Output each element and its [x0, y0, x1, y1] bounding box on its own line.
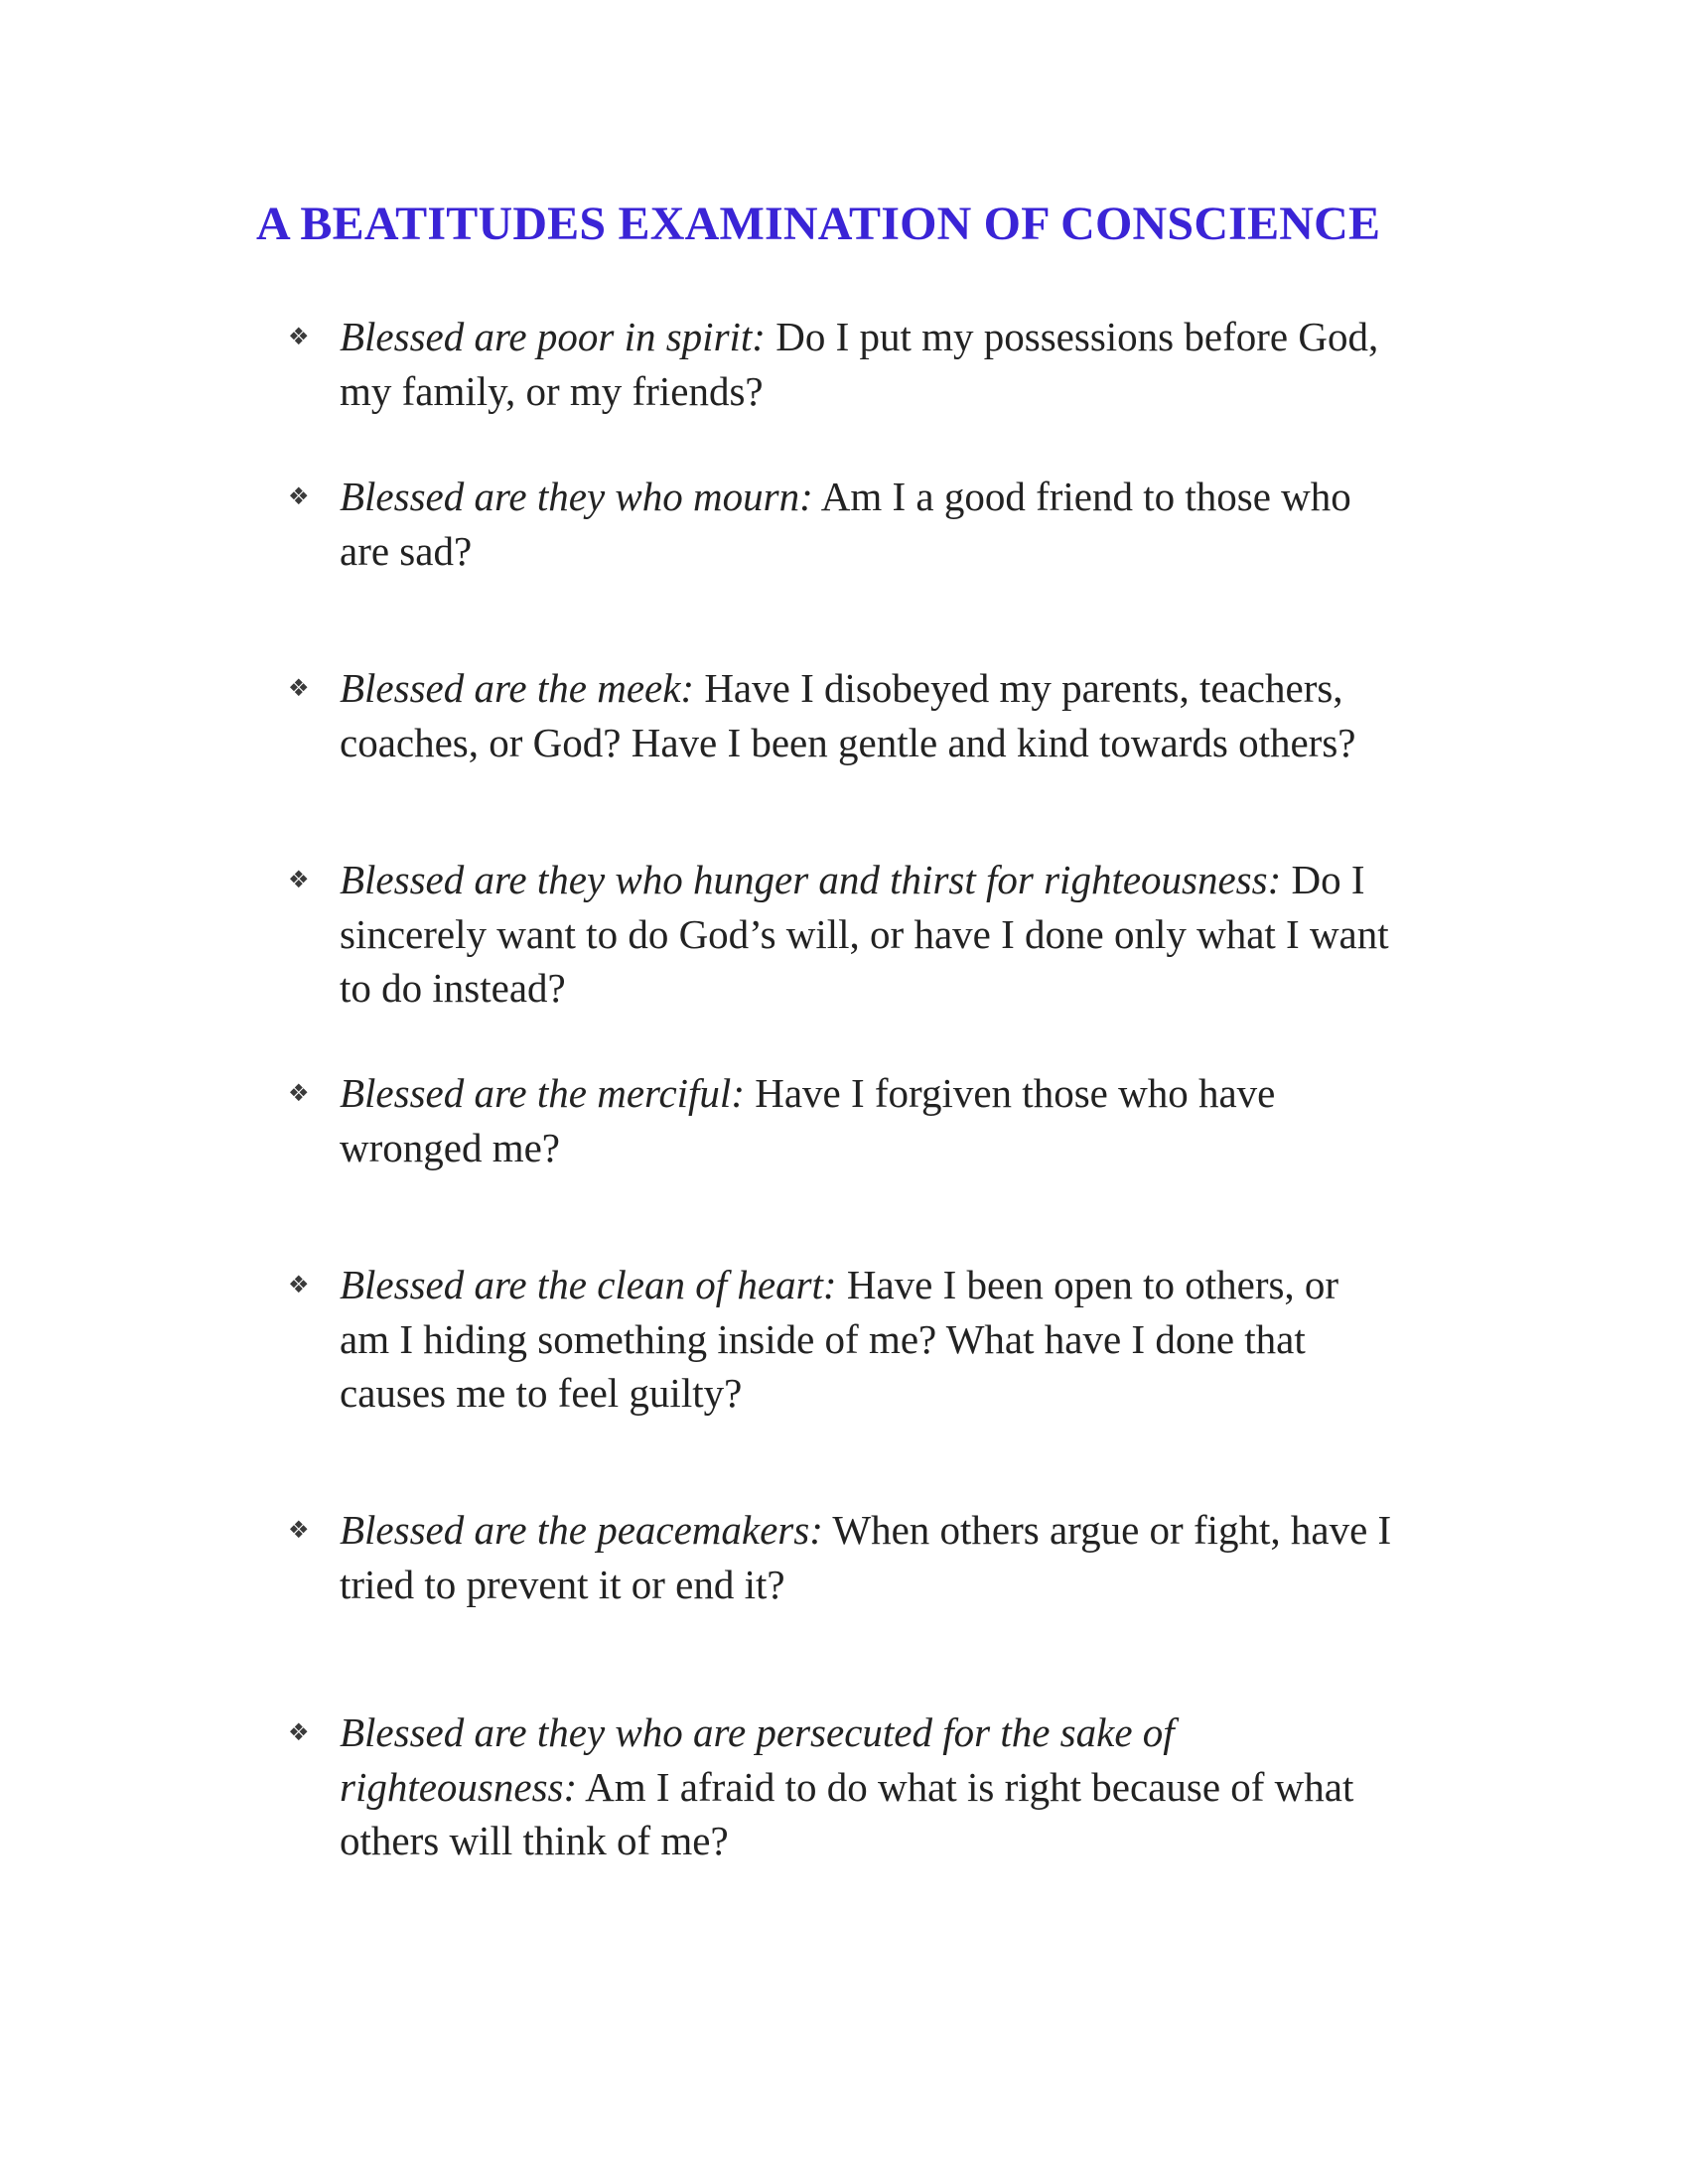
question-text: others will think of me?: [340, 1818, 729, 1863]
item-text: [340, 470, 1491, 578]
question-text: Do I: [1291, 857, 1365, 902]
question-text: When others argue or fight, have I: [832, 1507, 1392, 1553]
item-text: [340, 661, 1491, 769]
question-text: Have I forgiven those who have: [755, 1070, 1276, 1116]
item-line: [340, 310, 1491, 364]
item-text: [340, 1258, 1491, 1421]
question-text: coaches, or God? Have I been gentle and kind towards others?: [340, 719, 1356, 765]
question-text: causes me to feel guilty?: [340, 1370, 743, 1416]
question-text: my family, or my friends?: [340, 367, 764, 414]
item-line: [340, 470, 1491, 524]
beatitude-lead: Blessed are poor in spirit:: [340, 314, 766, 359]
item-line: [340, 853, 1491, 907]
beatitude-lead: righteousness:: [340, 1763, 578, 1810]
item-text: [340, 1503, 1491, 1611]
diamond-cluster-icon: ❖: [288, 1079, 310, 1107]
item-text: [340, 310, 1491, 418]
item-text: [340, 1066, 1491, 1174]
diamond-cluster-icon: ❖: [288, 1718, 310, 1746]
diamond-cluster-icon: ❖: [288, 323, 310, 350]
diamond-cluster-icon: ❖: [288, 866, 310, 893]
item-line: [340, 1503, 1491, 1558]
item-text: [340, 853, 1491, 1016]
question-text: sincerely want to do God’s will, or have I done only what I want: [340, 910, 1389, 957]
beatitude-lead: Blessed are they who mourn:: [340, 474, 813, 519]
question-text: Do I put my possessions before God,: [775, 314, 1379, 359]
page-title: A BEATITUDES EXAMINATION OF CONSCIENCE: [256, 198, 1381, 250]
question-text: am I hiding something inside of me? What have I done that: [340, 1315, 1306, 1362]
diamond-cluster-icon: ❖: [288, 1516, 310, 1544]
beatitude-lead: Blessed are the clean of heart:: [340, 1262, 837, 1307]
beatitude-lead: Blessed are they who hunger and thirst for righteousness:: [340, 857, 1282, 902]
beatitude-lead: Blessed are the meek:: [340, 665, 695, 711]
diamond-cluster-icon: ❖: [288, 674, 310, 702]
question-text: wronged me?: [340, 1124, 560, 1170]
question-text: tried to prevent it or end it?: [340, 1561, 785, 1607]
item-line: [340, 1066, 1491, 1121]
diamond-cluster-icon: ❖: [288, 1271, 310, 1298]
item-line: [340, 1760, 1491, 1815]
diamond-cluster-icon: ❖: [288, 482, 310, 510]
beatitude-lead: Blessed are the peacemakers:: [340, 1507, 823, 1553]
question-text: to do instead?: [340, 965, 566, 1011]
question-text: Have I been open to others, or: [846, 1262, 1339, 1307]
question-text: are sad?: [340, 527, 473, 574]
item-line: [340, 661, 1491, 716]
item-line: [340, 1258, 1491, 1312]
question-text: Am I afraid to do what is right because of what: [585, 1763, 1354, 1810]
beatitude-lead: Blessed are the merciful:: [340, 1070, 745, 1116]
beatitude-lead: Blessed are they who are persecuted for the sake of: [340, 1709, 1175, 1755]
question-text: Have I disobeyed my parents, teachers,: [704, 665, 1343, 711]
question-text: Am I a good friend to those who: [820, 474, 1351, 519]
item-text: [340, 1706, 1491, 1868]
